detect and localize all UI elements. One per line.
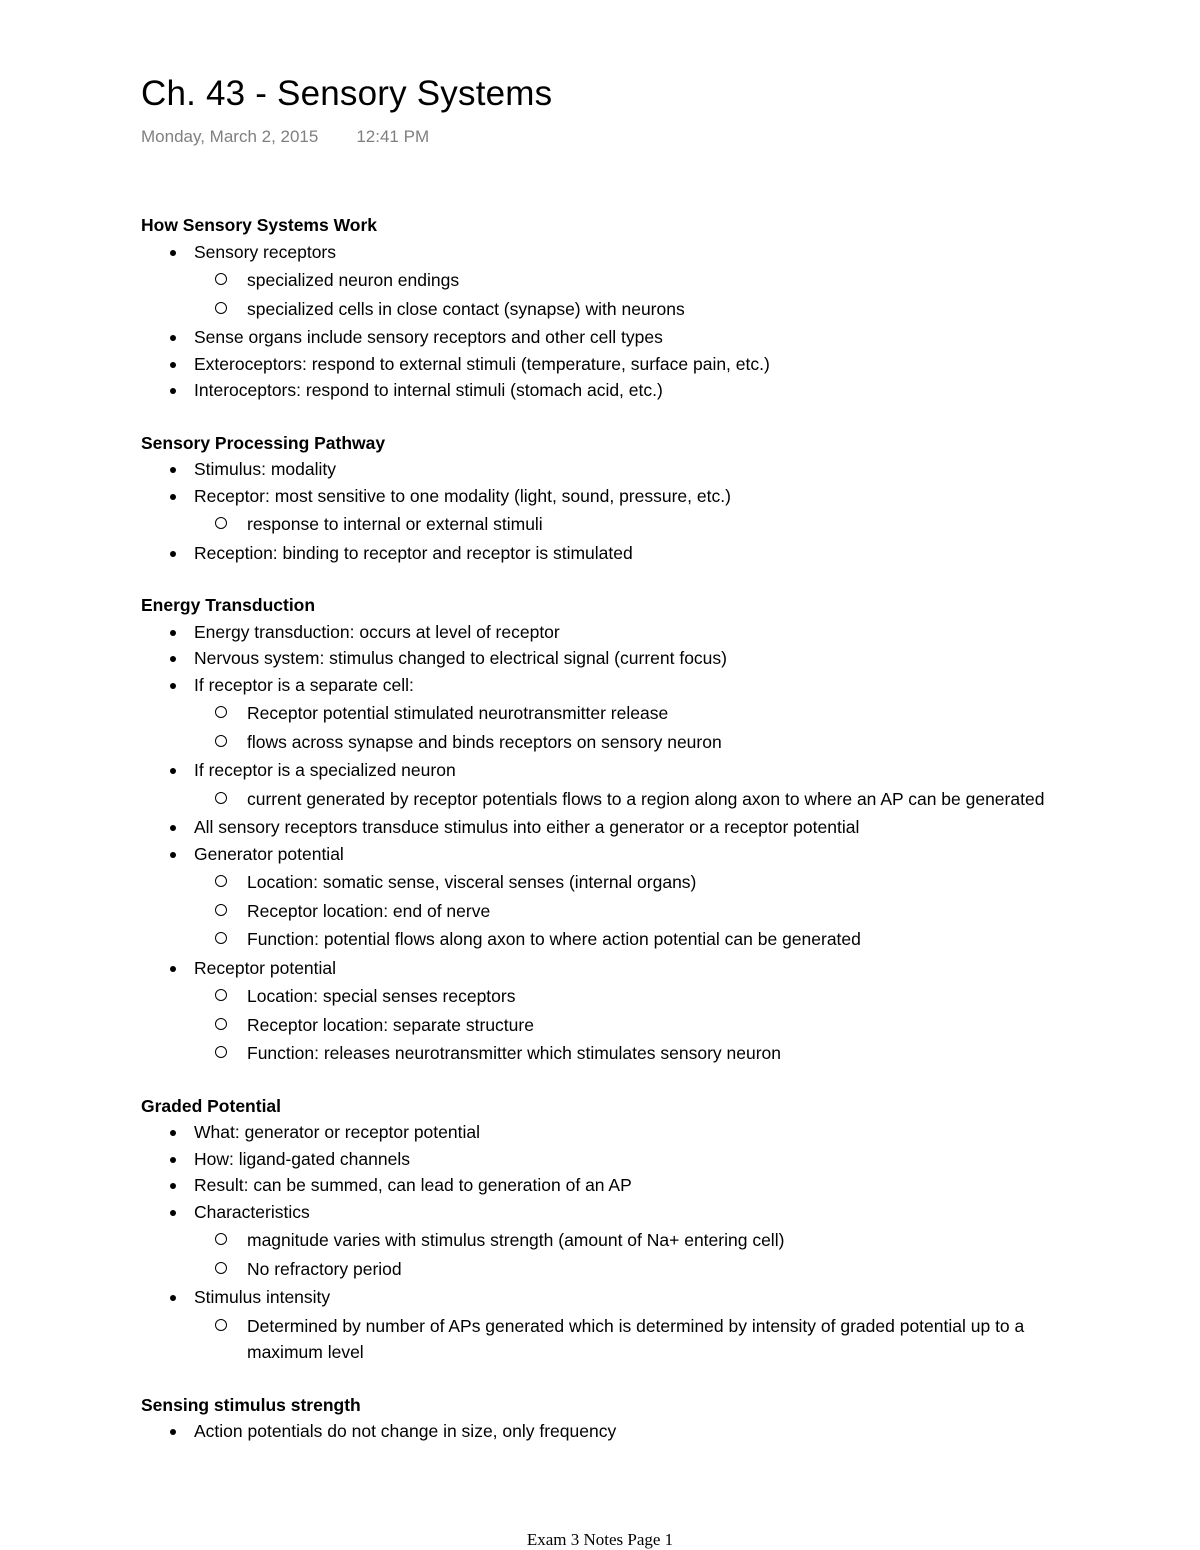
list-item <box>141 239 1071 266</box>
filled-bullet-icon <box>170 825 176 831</box>
list-item-text: Result: can be summed, can lead to generation of an AP <box>194 1175 632 1195</box>
note-section <box>141 430 1071 567</box>
list-item-text: Sensory receptors <box>194 241 337 262</box>
page-title: Ch. 43 - Sensory Systems <box>141 74 553 113</box>
list-item <box>141 757 1071 784</box>
list-item <box>141 1284 1071 1311</box>
hollow-bullet-icon <box>215 875 227 887</box>
section-heading: Sensory Processing Pathway <box>141 432 386 453</box>
hollow-bullet-icon <box>215 1233 227 1245</box>
list-item-text: Sense organs include sensory receptors and other cell types <box>194 327 663 347</box>
list-item <box>141 351 1071 378</box>
list-item <box>141 672 1071 699</box>
list-item <box>141 1146 1071 1173</box>
sub-list-item-text: Function: releases neurotransmitter which stimulates sensory neuron <box>247 1043 781 1063</box>
hollow-bullet-icon <box>215 904 227 916</box>
sub-list-item-text: Receptor potential stimulated neurotransmitter release <box>247 703 669 723</box>
hollow-bullet-icon <box>215 1319 227 1331</box>
filled-bullet-icon <box>170 388 176 394</box>
filled-bullet-icon <box>170 630 176 636</box>
section-heading: Graded Potential <box>141 1095 282 1116</box>
sub-list-item-text: flows across synapse and binds receptors on sensory neuron <box>247 731 722 752</box>
list-item-text: Generator potential <box>194 843 344 864</box>
note-section <box>141 592 1071 1067</box>
sub-list-item <box>141 1012 1071 1039</box>
note-section <box>141 1392 1071 1445</box>
filled-bullet-icon <box>170 1157 176 1163</box>
sub-list-item <box>141 700 1071 727</box>
section-heading: How Sensory Systems Work <box>141 215 378 235</box>
sub-list-item-text: Function: potential flows along axon to where action potential can be generated <box>247 929 861 949</box>
sub-list-item <box>141 296 1071 323</box>
sub-list-item-text: Receptor location: separate structure <box>247 1014 534 1035</box>
filled-bullet-icon <box>170 551 176 557</box>
sub-list-item <box>141 1227 1071 1254</box>
list-item <box>141 324 1071 351</box>
list-item-text: Energy transduction: occurs at level of receptor <box>194 621 560 642</box>
filled-bullet-icon <box>170 494 176 500</box>
sub-list-item <box>141 869 1071 896</box>
list-item-text: If receptor is a specialized neuron <box>194 760 456 780</box>
hollow-bullet-icon <box>215 706 227 718</box>
filled-bullet-icon <box>170 467 176 473</box>
list-item-text: If receptor is a separate cell: <box>194 674 414 695</box>
list-item <box>141 1172 1071 1199</box>
list-item <box>141 814 1071 841</box>
page-date: Monday, March 2, 2015 <box>141 127 319 146</box>
filled-bullet-icon <box>170 1210 176 1216</box>
filled-bullet-icon <box>170 768 176 774</box>
note-section <box>141 212 1071 404</box>
sub-list-item-text: No refractory period <box>247 1258 402 1279</box>
sub-list-item-text: specialized cells in close contact (synapse) with neurons <box>247 298 685 319</box>
sub-list-item-text: response to internal or external stimuli <box>247 514 543 534</box>
list-item <box>141 1119 1071 1146</box>
sub-list-item-text: Receptor location: end of nerve <box>247 900 491 921</box>
hollow-bullet-icon <box>215 302 227 314</box>
list-item-text: What: generator or receptor potential <box>194 1122 480 1142</box>
sub-list-item-text: magnitude varies with stimulus strength (amount of Na+ entering cell) <box>247 1230 785 1250</box>
list-item-text: Exteroceptors: respond to external stimuli (temperature, surface pain, etc.) <box>194 353 770 374</box>
list-item <box>141 540 1071 567</box>
filled-bullet-icon <box>170 1429 176 1435</box>
hollow-bullet-icon <box>215 989 227 1001</box>
list-item-text: Stimulus: modality <box>194 459 336 479</box>
list-item <box>141 483 1071 510</box>
sub-list-item <box>141 1313 1071 1366</box>
hollow-bullet-icon <box>215 273 227 285</box>
sub-list-item-text: Location: somatic sense, visceral senses (internal organs) <box>247 872 697 892</box>
sub-list-item-text: Determined by number of APs generated which is determined by intensity of graded potential up to a maximum level <box>247 1315 1025 1362</box>
sub-list-item <box>141 511 1071 538</box>
sub-list-item <box>141 729 1071 756</box>
filled-bullet-icon <box>170 966 176 972</box>
sub-list-item-text: specialized neuron endings <box>247 270 460 290</box>
list-item <box>141 1418 1071 1445</box>
bullet-list <box>141 1119 1071 1366</box>
bullet-list <box>141 619 1071 1067</box>
filled-bullet-icon <box>170 250 176 256</box>
hollow-bullet-icon <box>215 932 227 944</box>
list-item <box>141 619 1071 646</box>
list-item-text: How: ligand-gated channels <box>194 1148 410 1169</box>
sub-list-item <box>141 1256 1071 1283</box>
filled-bullet-icon <box>170 362 176 368</box>
bullet-list <box>141 239 1071 404</box>
filled-bullet-icon <box>170 1183 176 1189</box>
sub-list-item <box>141 983 1071 1010</box>
section-heading: Energy Transduction <box>141 595 316 615</box>
hollow-bullet-icon <box>215 1046 227 1058</box>
list-item-text: Reception: binding to receptor and receptor is stimulated <box>194 542 633 563</box>
sub-list-item <box>141 786 1071 813</box>
bullet-list <box>141 1418 1071 1445</box>
filled-bullet-icon <box>170 1295 176 1301</box>
list-item-text: Nervous system: stimulus changed to electrical signal (current focus) <box>194 648 727 668</box>
list-item <box>141 456 1071 483</box>
sub-list-item <box>141 926 1071 953</box>
list-item <box>141 1199 1071 1226</box>
sub-list-item-text: Location: special senses receptors <box>247 986 516 1006</box>
list-item-text: Interoceptors: respond to internal stimuli (stomach acid, etc.) <box>194 380 663 400</box>
hollow-bullet-icon <box>215 517 227 529</box>
bullet-list <box>141 456 1071 566</box>
list-item-text: All sensory receptors transduce stimulus into either a generator or a receptor potential <box>194 817 860 837</box>
section-heading: Sensing stimulus strength <box>141 1394 361 1415</box>
list-item-text: Stimulus intensity <box>194 1287 331 1307</box>
filled-bullet-icon <box>170 683 176 689</box>
notes-body <box>141 212 1071 1445</box>
list-item-text: Characteristics <box>194 1201 310 1222</box>
sub-list-item <box>141 267 1071 294</box>
hollow-bullet-icon <box>215 792 227 804</box>
filled-bullet-icon <box>170 1130 176 1136</box>
hollow-bullet-icon <box>215 735 227 747</box>
hollow-bullet-icon <box>215 1262 227 1274</box>
sub-list-item <box>141 1040 1071 1067</box>
list-item <box>141 955 1071 982</box>
filled-bullet-icon <box>170 852 176 858</box>
page-timestamp <box>141 127 429 147</box>
list-item <box>141 377 1071 404</box>
list-item-text: Receptor potential <box>194 957 337 978</box>
page-footer: Exam 3 Notes Page 1 <box>526 1530 674 1549</box>
filled-bullet-icon <box>170 335 176 341</box>
sub-list-item-text: current generated by receptor potentials flows to a region along axon to where an AP can be generated <box>247 788 1045 809</box>
list-item-text: Action potentials do not change in size, only frequency <box>194 1421 617 1441</box>
list-item <box>141 841 1071 868</box>
sub-list-item <box>141 898 1071 925</box>
page-time: 12:41 PM <box>356 127 430 146</box>
list-item <box>141 645 1071 672</box>
hollow-bullet-icon <box>215 1018 227 1030</box>
list-item-text: Receptor: most sensitive to one modality (light, sound, pressure, etc.) <box>194 485 731 506</box>
filled-bullet-icon <box>170 656 176 662</box>
note-section <box>141 1093 1071 1366</box>
